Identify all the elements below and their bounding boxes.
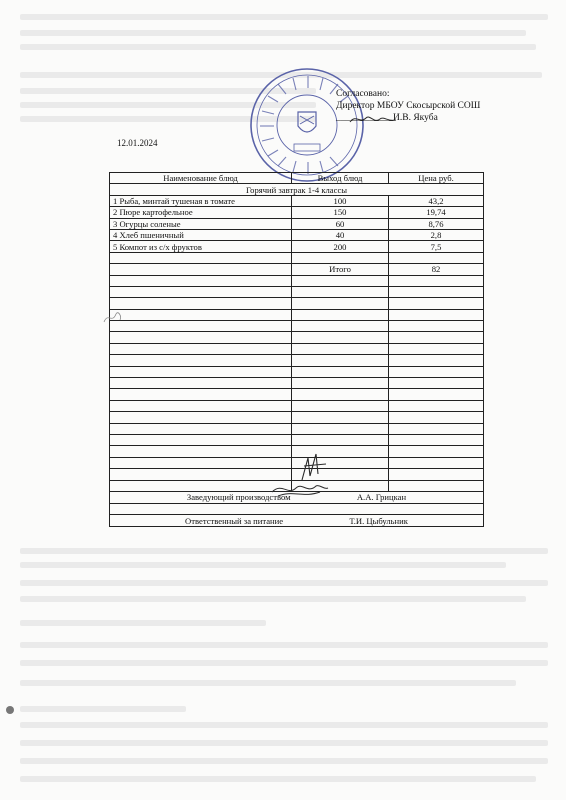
empty-row (110, 366, 484, 377)
dish-yield: 150 (292, 207, 389, 218)
empty-row (110, 309, 484, 320)
total-row (110, 264, 484, 275)
table-row (110, 241, 484, 252)
dish-price: 2,8 (389, 229, 484, 240)
menu-table (109, 172, 484, 527)
empty-row (110, 423, 484, 434)
table-row (110, 218, 484, 229)
empty-row (110, 355, 484, 366)
header-price: Цена руб. (389, 173, 484, 184)
section-row (110, 184, 484, 195)
nutrition-officer-title: Ответственный за питание (185, 515, 284, 526)
section-title: Горячий завтрак 1-4 классы (110, 184, 484, 195)
table-row (110, 195, 484, 206)
approval-signature-line: ____________И.В. Якуба (336, 113, 438, 123)
dish-yield: 200 (292, 241, 389, 252)
production-head-name: А.А. Грицкан (356, 492, 407, 503)
signature-row-nutrition (110, 515, 484, 527)
dish-price: 43,2 (389, 195, 484, 206)
document-date: 12.01.2024 (117, 138, 158, 148)
empty-row (110, 286, 484, 297)
dish-name: 3 Огурцы соленые (110, 218, 292, 229)
approval-heading: Согласовано: (336, 89, 390, 99)
dish-yield: 100 (292, 195, 389, 206)
dish-name: 2 Пюре картофельное (110, 207, 292, 218)
empty-row (110, 298, 484, 309)
dish-name: 4 Хлеб пшеничный (110, 229, 292, 240)
empty-row (110, 252, 484, 263)
dish-yield: 40 (292, 229, 389, 240)
table-header-row (110, 173, 484, 184)
punch-hole (6, 706, 14, 714)
total-value: 82 (389, 264, 484, 275)
empty-row (110, 275, 484, 286)
empty-row (110, 389, 484, 400)
director-signature (348, 112, 398, 126)
table-row (110, 229, 484, 240)
empty-row (110, 378, 484, 389)
empty-row (110, 434, 484, 445)
empty-row (110, 503, 484, 514)
dish-name: 5 Компот из с/х фруктов (110, 241, 292, 252)
empty-row (110, 321, 484, 332)
dish-price: 19,74 (389, 207, 484, 218)
nutrition-officer-signature (268, 478, 330, 500)
empty-row (110, 412, 484, 423)
total-label: Итого (292, 264, 389, 275)
dish-price: 8,76 (389, 218, 484, 229)
dish-name: 1 Рыба, минтай тушеная в томате (110, 195, 292, 206)
empty-row (110, 400, 484, 411)
header-yield: Выход блюд (292, 173, 389, 184)
production-head-title: Заведующий производством (186, 492, 291, 503)
dish-yield: 60 (292, 218, 389, 229)
empty-row (110, 446, 484, 457)
empty-row (110, 343, 484, 354)
nutrition-officer-name: Т.И. Цыбульник (349, 515, 408, 526)
empty-row (110, 332, 484, 343)
empty-row (110, 457, 484, 468)
dish-price: 7,5 (389, 241, 484, 252)
approval-director: Директор МБОУ Скосырской СОШ (336, 101, 481, 111)
header-dish-name: Наименование блюд (110, 173, 292, 184)
pencil-mark (102, 308, 124, 326)
table-row (110, 207, 484, 218)
